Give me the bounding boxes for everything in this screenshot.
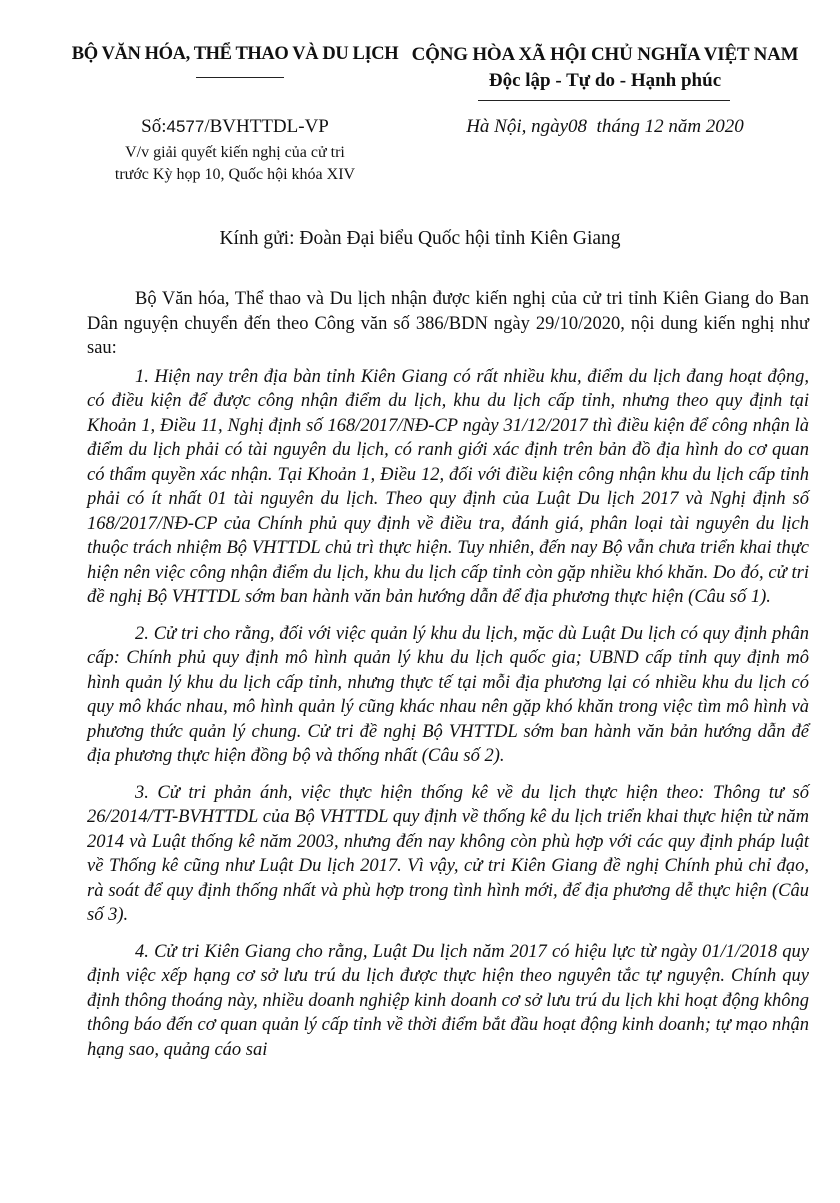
document-number-value: 4577 — [166, 117, 205, 136]
country-name: CỘNG HÒA XÃ HỘI CHỦ NGHĨA VIỆT NAM — [411, 44, 799, 65]
date-line: Hà Nội, ngày08 tháng 12 năm 2020 — [466, 116, 744, 137]
request-paragraph-2: 2. Cử tri cho rằng, đối với việc quản lý khu du lịch, mặc dù Luật Du lịch có quy định phân cấp: Chính phủ quy định mô hình quản lý khu du lịch quốc gia; UBND cấp tỉnh quy định mô hình quản lý khu du lịch cấp tỉnh, nhưng thực tế tại mỗi địa phương lại có nhiều khu du lịch có quy mô khác nhau, mô hình quản lý cũng khác nhau nên gặp khó khăn trong việc tìm mô hình và phương thức quản lý chung. Cử tri đề nghị Bộ VHTTDL sớm ban hành văn bản hướng dẫn để địa phương thực hiện đồng bộ và thống nhất (Câu số 2). — [87, 623, 809, 766]
request-paragraph-3: 3. Cử tri phản ánh, việc thực hiện thống kê về du lịch thực hiện theo: Thông tư số 26/2014/TT-BVHTTDL của Bộ VHTTDL quy định về thống kê du lịch triển khai thực hiện từ năm 2014 và Luật thống kê năm 2003, nhưng đến nay không còn phù hợp với các quy định pháp luật về Thống kê cũng như Luật Du lịch 2017. Vì vậy, cử tri Kiên Giang đề nghị Chính phủ chỉ đạo, rà soát để quy định thống nhất và phù hợp trong tình hình mới, để địa phương dễ thực hiện (Câu số 3). — [87, 782, 809, 925]
national-motto: Độc lập - Tự do - Hạnh phúc — [488, 70, 722, 91]
subject-line-1: V/v giải quyết kiến nghị của cử tri — [125, 144, 345, 161]
agency-underline — [196, 77, 284, 78]
document-number-code: /BVHTTDL-VP — [204, 116, 329, 137]
subject-line-2: trước Kỳ họp 10, Quốc hội khóa XIV — [114, 166, 356, 183]
body-text — [87, 287, 809, 1062]
motto-underline — [478, 100, 730, 101]
intro-paragraph: Bộ Văn hóa, Thể thao và Du lịch nhận được kiến nghị của cử tri tỉnh Kiên Giang do Ban Dân nguyện chuyển đến theo Công văn số 386/BDN ngày 29/10/2020, nội dung kiến nghị như sau: — [87, 289, 809, 358]
document-number — [70, 116, 400, 138]
request-paragraph-1: 1. Hiện nay trên địa bàn tỉnh Kiên Giang có rất nhiều khu, điểm du lịch đang hoạt động, có điều kiện để được công nhận điểm du lịch, khu du lịch cấp tỉnh, nhưng theo quy định tại Khoản 1, Điều 11, Nghị định số 168/2017/NĐ-CP ngày 31/12/2017 thì điều kiện để công nhận là điểm du lịch phải có tài nguyên du lịch, có ranh giới xác định trên bản đồ địa hình do cơ quan có thẩm quyền xác nhận. Tại Khoản 1, Điều 12, đối với điều kiện công nhận khu du lịch cấp tỉnh phải có ít nhất 01 tài nguyên du lịch. Theo quy định của Luật Du lịch 2017 và Nghị định số 168/2017/NĐ-CP của Chính phủ quy định về điều tra, đánh giá, phân loại tài nguyên du lịch thuộc trách nhiệm Bộ VHTTDL chủ trì thực hiện. Tuy nhiên, đến nay Bộ vẫn chưa triển khai thực hiện nên việc công nhận điểm du lịch, khu du lịch cấp tỉnh còn gặp nhiều khó khăn. Do đó, cử tri đề nghị Bộ VHTTDL sớm ban hành văn bản hướng dẫn để địa phương thực hiện (Câu số 1). — [87, 366, 809, 607]
recipient-line: Kính gửi: Đoàn Đại biểu Quốc hội tỉnh Kiên Giang — [219, 228, 621, 249]
request-paragraph-4: 4. Cử tri Kiên Giang cho rằng, Luật Du lịch năm 2017 có hiệu lực từ ngày 01/1/2018 quy định việc xếp hạng cơ sở lưu trú du lịch được thực hiện theo nguyên tắc tự nguyện. Chính quy định thông thoáng này, nhiều doanh nghiệp kinh doanh cơ sở lưu trú du lịch khi hoạt động không thông báo đến cơ quan quản lý cấp tỉnh về thời điểm bắt đầu hoạt động kinh doanh; tự mạo nhận hạng sao, quảng cáo sai — [87, 941, 809, 1060]
document-subject — [70, 142, 400, 186]
issuing-agency: BỘ VĂN HÓA, THỂ THAO VÀ DU LỊCH — [71, 44, 399, 64]
document-number-prefix: Số: — [141, 116, 167, 137]
